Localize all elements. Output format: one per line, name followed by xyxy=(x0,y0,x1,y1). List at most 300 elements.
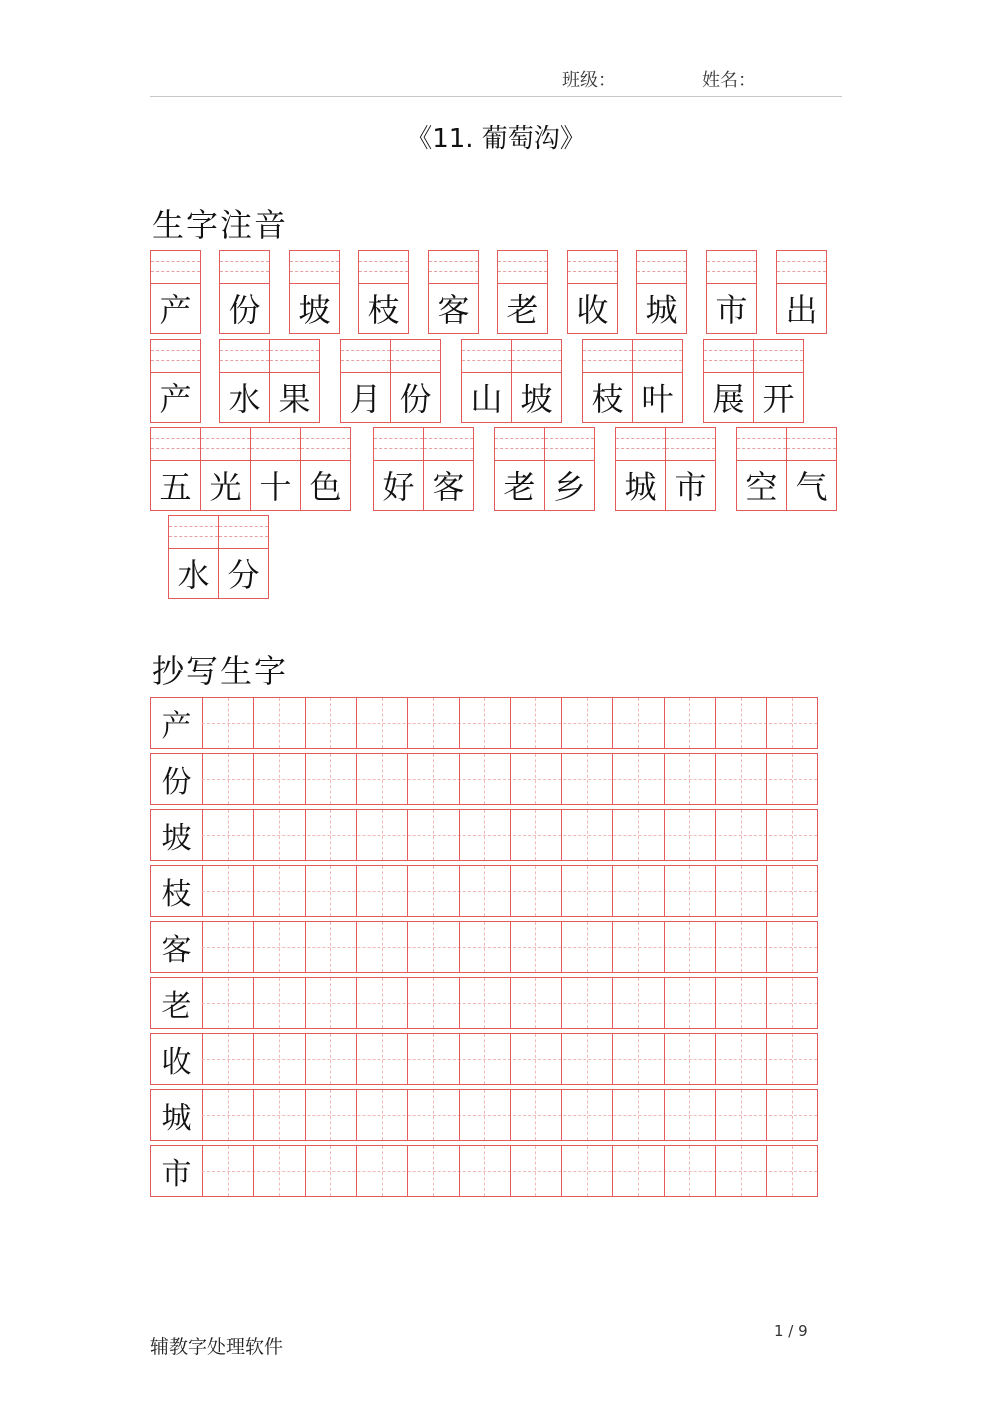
grid-guide-line xyxy=(741,866,742,916)
hanzi-char: 产 xyxy=(159,380,192,418)
grid-cell-border xyxy=(253,754,254,804)
pinyin-word-box xyxy=(706,250,757,334)
pinyin-cell xyxy=(636,250,687,334)
pinyin-cell xyxy=(219,339,270,423)
grid-guide-line xyxy=(535,1090,536,1140)
pinyin-blank[interactable] xyxy=(169,516,218,549)
pinyin-word-box xyxy=(150,427,351,511)
hanzi-char: 份 xyxy=(399,380,432,418)
copy-model-char: 客 xyxy=(151,922,203,972)
pinyin-blank[interactable] xyxy=(374,428,423,461)
grid-cell-border xyxy=(253,1090,254,1140)
hanzi-char: 枝 xyxy=(591,380,624,418)
pinyin-blank[interactable] xyxy=(754,340,803,373)
grid-cell-border xyxy=(407,810,408,860)
grid-guide-line xyxy=(279,978,280,1028)
grid-cell-border xyxy=(356,754,357,804)
grid-guide-line xyxy=(792,922,793,972)
hanzi-char: 老 xyxy=(503,468,536,506)
grid-guide-line xyxy=(535,810,536,860)
grid-cell-border xyxy=(510,978,511,1028)
grid-cell-border xyxy=(407,1034,408,1084)
grid-cell-border xyxy=(664,698,665,748)
hanzi-char: 色 xyxy=(309,468,342,506)
hanzi-char: 乡 xyxy=(553,468,586,506)
grid-cell-border xyxy=(305,1146,306,1196)
hanzi-char: 水 xyxy=(228,380,261,418)
pinyin-blank[interactable] xyxy=(251,428,300,461)
pinyin-cell xyxy=(497,250,548,334)
grid-cell-border xyxy=(612,1090,613,1140)
pinyin-blank[interactable] xyxy=(220,251,269,284)
pinyin-blank[interactable] xyxy=(704,340,753,373)
grid-cell-border xyxy=(612,978,613,1028)
pinyin-cell xyxy=(544,427,595,511)
grid-guide-line xyxy=(638,866,639,916)
grid-cell-border xyxy=(766,1090,767,1140)
grid-guide-line xyxy=(382,754,383,804)
grid-guide-line xyxy=(382,810,383,860)
grid-guide-line xyxy=(382,922,383,972)
hanzi-char: 空 xyxy=(745,468,778,506)
pinyin-blank[interactable] xyxy=(270,340,319,373)
pinyin-blank[interactable] xyxy=(301,428,350,461)
pinyin-blank[interactable] xyxy=(583,340,632,373)
grid-cell-border xyxy=(664,866,665,916)
grid-cell-border xyxy=(253,978,254,1028)
pinyin-blank[interactable] xyxy=(498,251,547,284)
pinyin-cell xyxy=(511,339,562,423)
hanzi-char: 收 xyxy=(576,291,609,329)
grid-cell-border xyxy=(664,754,665,804)
pinyin-cell xyxy=(200,427,251,511)
grid-cell-border xyxy=(561,978,562,1028)
pinyin-cell xyxy=(776,250,827,334)
grid-cell-border xyxy=(715,866,716,916)
hanzi-char: 好 xyxy=(382,468,415,506)
grid-guide-line xyxy=(433,866,434,916)
grid-cell-border xyxy=(356,1146,357,1196)
grid-guide-line xyxy=(484,866,485,916)
grid-cell-border xyxy=(664,1146,665,1196)
grid-guide-line xyxy=(279,866,280,916)
grid-cell-border xyxy=(305,922,306,972)
pinyin-blank[interactable] xyxy=(616,428,665,461)
copy-row xyxy=(150,1089,818,1141)
pinyin-cell xyxy=(423,427,474,511)
pinyin-word-box xyxy=(567,250,618,334)
grid-guide-line xyxy=(330,978,331,1028)
hanzi-char: 五 xyxy=(159,468,192,506)
grid-cell-border xyxy=(407,698,408,748)
pinyin-cell xyxy=(615,427,666,511)
pinyin-blank[interactable] xyxy=(777,251,826,284)
pinyin-cell xyxy=(340,339,391,423)
hanzi-char: 市 xyxy=(674,468,707,506)
pinyin-word-box xyxy=(358,250,409,334)
grid-guide-line xyxy=(433,698,434,748)
grid-guide-line xyxy=(228,698,229,748)
section-heading-pinyin: 生字注音 xyxy=(152,206,289,244)
grid-cell-border xyxy=(766,698,767,748)
hanzi-char: 气 xyxy=(795,468,828,506)
pinyin-word-box xyxy=(168,515,269,599)
grid-guide-line xyxy=(587,978,588,1028)
grid-cell-border xyxy=(766,1146,767,1196)
grid-guide-line xyxy=(689,1034,690,1084)
pinyin-cell xyxy=(150,250,201,334)
grid-cell-border xyxy=(612,866,613,916)
grid-cell-border xyxy=(664,978,665,1028)
grid-cell-border xyxy=(715,922,716,972)
grid-guide-line xyxy=(535,866,536,916)
pinyin-blank[interactable] xyxy=(633,340,682,373)
hanzi-char: 分 xyxy=(227,556,260,594)
grid-cell-border xyxy=(253,866,254,916)
grid-guide-line xyxy=(535,754,536,804)
grid-cell-border xyxy=(407,1146,408,1196)
grid-cell-border xyxy=(715,754,716,804)
hanzi-char: 果 xyxy=(278,380,311,418)
pinyin-word-box xyxy=(703,339,804,423)
pinyin-word-box xyxy=(497,250,548,334)
grid-cell-border xyxy=(766,754,767,804)
hanzi-char: 枝 xyxy=(367,291,400,329)
grid-cell-border xyxy=(459,922,460,972)
grid-guide-line xyxy=(535,922,536,972)
grid-guide-line xyxy=(689,754,690,804)
pinyin-cell xyxy=(632,339,683,423)
grid-cell-border xyxy=(766,922,767,972)
grid-guide-line xyxy=(792,1090,793,1140)
hanzi-char: 出 xyxy=(785,291,818,329)
grid-cell-border xyxy=(459,1090,460,1140)
grid-cell-border xyxy=(561,698,562,748)
grid-cell-border xyxy=(253,922,254,972)
grid-guide-line xyxy=(689,810,690,860)
grid-cell-border xyxy=(664,810,665,860)
grid-guide-line xyxy=(638,1034,639,1084)
grid-cell-border xyxy=(766,810,767,860)
pinyin-blank[interactable] xyxy=(568,251,617,284)
grid-cell-border xyxy=(561,754,562,804)
section-heading-copy: 抄写生字 xyxy=(152,652,289,690)
grid-cell-border xyxy=(510,698,511,748)
pinyin-cell xyxy=(703,339,754,423)
grid-cell-border xyxy=(253,810,254,860)
grid-guide-line xyxy=(587,810,588,860)
hanzi-char: 展 xyxy=(712,380,745,418)
grid-guide-line xyxy=(484,754,485,804)
grid-guide-line xyxy=(741,922,742,972)
grid-guide-line xyxy=(689,978,690,1028)
pinyin-blank[interactable] xyxy=(341,340,390,373)
pinyin-blank[interactable] xyxy=(151,251,200,284)
hanzi-char: 客 xyxy=(432,468,465,506)
pinyin-blank[interactable] xyxy=(424,428,473,461)
grid-guide-line xyxy=(741,1034,742,1084)
grid-guide-line xyxy=(228,866,229,916)
grid-guide-line xyxy=(228,1034,229,1084)
grid-guide-line xyxy=(741,1146,742,1196)
grid-cell-border xyxy=(459,754,460,804)
pinyin-cell xyxy=(218,515,269,599)
pinyin-blank[interactable] xyxy=(737,428,786,461)
grid-guide-line xyxy=(433,810,434,860)
copy-row xyxy=(150,865,818,917)
grid-guide-line xyxy=(638,978,639,1028)
pinyin-blank[interactable] xyxy=(495,428,544,461)
pinyin-cell xyxy=(461,339,512,423)
grid-guide-line xyxy=(484,1090,485,1140)
copy-model-char: 坡 xyxy=(151,810,203,860)
hanzi-char: 客 xyxy=(437,291,470,329)
copy-row xyxy=(150,809,818,861)
grid-cell-border xyxy=(561,810,562,860)
grid-guide-line xyxy=(433,1146,434,1196)
grid-guide-line xyxy=(484,698,485,748)
pinyin-cell xyxy=(150,427,201,511)
hanzi-char: 份 xyxy=(228,291,261,329)
grid-guide-line xyxy=(535,978,536,1028)
grid-cell-border xyxy=(356,866,357,916)
grid-cell-border xyxy=(510,1146,511,1196)
grid-guide-line xyxy=(638,1090,639,1140)
grid-cell-border xyxy=(305,866,306,916)
grid-cell-border xyxy=(407,1090,408,1140)
hanzi-char: 月 xyxy=(349,380,382,418)
grid-guide-line xyxy=(330,754,331,804)
page-title: 《11. 葡萄沟》 xyxy=(406,124,586,154)
grid-guide-line xyxy=(279,922,280,972)
copy-model-char: 枝 xyxy=(151,866,203,916)
name-label: 姓名： xyxy=(702,70,756,91)
hanzi-char: 光 xyxy=(209,468,242,506)
grid-cell-border xyxy=(510,1090,511,1140)
grid-cell-border xyxy=(510,810,511,860)
grid-cell-border xyxy=(561,866,562,916)
hanzi-char: 坡 xyxy=(298,291,331,329)
grid-guide-line xyxy=(638,810,639,860)
pinyin-word-box xyxy=(219,250,270,334)
pinyin-cell xyxy=(219,250,270,334)
grid-guide-line xyxy=(330,922,331,972)
class-label: 班级： xyxy=(562,70,616,91)
pinyin-blank[interactable] xyxy=(391,340,440,373)
pinyin-blank[interactable] xyxy=(512,340,561,373)
pinyin-blank[interactable] xyxy=(219,516,268,549)
copy-model-char: 市 xyxy=(151,1146,203,1196)
grid-guide-line xyxy=(228,754,229,804)
grid-cell-border xyxy=(459,698,460,748)
pinyin-cell xyxy=(373,427,424,511)
grid-cell-border xyxy=(766,978,767,1028)
grid-guide-line xyxy=(433,922,434,972)
pinyin-word-box xyxy=(461,339,562,423)
grid-guide-line xyxy=(330,810,331,860)
pinyin-cell xyxy=(300,427,351,511)
grid-guide-line xyxy=(792,978,793,1028)
pinyin-word-box xyxy=(373,427,474,511)
pinyin-blank[interactable] xyxy=(220,340,269,373)
grid-cell-border xyxy=(715,1146,716,1196)
grid-guide-line xyxy=(689,866,690,916)
pinyin-blank[interactable] xyxy=(707,251,756,284)
grid-guide-line xyxy=(689,698,690,748)
grid-guide-line xyxy=(382,1090,383,1140)
grid-guide-line xyxy=(382,698,383,748)
copy-row xyxy=(150,753,818,805)
pinyin-cell xyxy=(250,427,301,511)
grid-guide-line xyxy=(587,922,588,972)
pinyin-blank[interactable] xyxy=(151,428,200,461)
grid-guide-line xyxy=(535,698,536,748)
grid-guide-line xyxy=(792,1034,793,1084)
grid-guide-line xyxy=(433,754,434,804)
grid-guide-line xyxy=(587,698,588,748)
pinyin-word-box xyxy=(736,427,837,511)
pinyin-blank[interactable] xyxy=(787,428,836,461)
grid-cell-border xyxy=(407,754,408,804)
hanzi-char: 城 xyxy=(645,291,678,329)
grid-cell-border xyxy=(305,754,306,804)
hanzi-char: 产 xyxy=(159,291,192,329)
pinyin-cell xyxy=(390,339,441,423)
pinyin-cell xyxy=(786,427,837,511)
pinyin-cell xyxy=(428,250,479,334)
grid-guide-line xyxy=(792,1146,793,1196)
pinyin-word-box xyxy=(289,250,340,334)
grid-guide-line xyxy=(228,1090,229,1140)
grid-cell-border xyxy=(612,1034,613,1084)
grid-cell-border xyxy=(305,1034,306,1084)
grid-cell-border xyxy=(356,1034,357,1084)
grid-cell-border xyxy=(510,866,511,916)
grid-cell-border xyxy=(459,978,460,1028)
pinyin-word-box xyxy=(776,250,827,334)
grid-guide-line xyxy=(382,1146,383,1196)
copy-row xyxy=(150,977,818,1029)
grid-guide-line xyxy=(638,698,639,748)
copy-row xyxy=(150,1033,818,1085)
grid-guide-line xyxy=(741,978,742,1028)
hanzi-char: 水 xyxy=(177,556,210,594)
pinyin-cell xyxy=(567,250,618,334)
grid-guide-line xyxy=(228,922,229,972)
hanzi-char: 山 xyxy=(470,380,503,418)
grid-cell-border xyxy=(459,1034,460,1084)
pinyin-blank[interactable] xyxy=(462,340,511,373)
pinyin-blank[interactable] xyxy=(545,428,594,461)
copy-model-char: 产 xyxy=(151,698,203,748)
grid-guide-line xyxy=(638,1146,639,1196)
pinyin-cell xyxy=(582,339,633,423)
grid-cell-border xyxy=(715,698,716,748)
grid-cell-border xyxy=(356,922,357,972)
copy-row xyxy=(150,921,818,973)
grid-guide-line xyxy=(792,810,793,860)
pinyin-cell xyxy=(289,250,340,334)
grid-cell-border xyxy=(612,698,613,748)
grid-guide-line xyxy=(587,1034,588,1084)
grid-cell-border xyxy=(612,922,613,972)
copy-row xyxy=(150,1145,818,1197)
pinyin-cell xyxy=(358,250,409,334)
grid-cell-border xyxy=(305,698,306,748)
grid-cell-border xyxy=(510,754,511,804)
grid-cell-border xyxy=(715,1090,716,1140)
grid-guide-line xyxy=(741,698,742,748)
pinyin-blank[interactable] xyxy=(429,251,478,284)
grid-guide-line xyxy=(279,810,280,860)
pinyin-blank[interactable] xyxy=(201,428,250,461)
grid-cell-border xyxy=(510,1034,511,1084)
pinyin-cell xyxy=(753,339,804,423)
pinyin-blank[interactable] xyxy=(666,428,715,461)
grid-guide-line xyxy=(741,810,742,860)
grid-guide-line xyxy=(484,922,485,972)
pinyin-cell xyxy=(150,339,201,423)
grid-cell-border xyxy=(407,922,408,972)
grid-guide-line xyxy=(382,866,383,916)
grid-guide-line xyxy=(433,1090,434,1140)
grid-guide-line xyxy=(279,698,280,748)
pinyin-blank[interactable] xyxy=(359,251,408,284)
pinyin-cell xyxy=(168,515,219,599)
grid-guide-line xyxy=(433,1034,434,1084)
pinyin-cell xyxy=(269,339,320,423)
grid-guide-line xyxy=(228,810,229,860)
grid-guide-line xyxy=(330,698,331,748)
grid-cell-border xyxy=(715,810,716,860)
pinyin-word-box xyxy=(150,250,201,334)
grid-guide-line xyxy=(330,1090,331,1140)
grid-cell-border xyxy=(356,698,357,748)
grid-cell-border xyxy=(664,1090,665,1140)
pinyin-word-box xyxy=(150,339,201,423)
grid-guide-line xyxy=(484,1146,485,1196)
pinyin-blank[interactable] xyxy=(637,251,686,284)
grid-cell-border xyxy=(612,754,613,804)
copy-model-char: 城 xyxy=(151,1090,203,1140)
pinyin-blank[interactable] xyxy=(290,251,339,284)
pinyin-cell xyxy=(706,250,757,334)
hanzi-char: 开 xyxy=(762,380,795,418)
grid-cell-border xyxy=(766,866,767,916)
grid-cell-border xyxy=(459,1146,460,1196)
grid-guide-line xyxy=(484,810,485,860)
grid-guide-line xyxy=(792,698,793,748)
grid-cell-border xyxy=(510,922,511,972)
pinyin-word-box xyxy=(340,339,441,423)
grid-guide-line xyxy=(330,1146,331,1196)
grid-cell-border xyxy=(253,1034,254,1084)
grid-cell-border xyxy=(356,810,357,860)
grid-cell-border xyxy=(459,810,460,860)
grid-cell-border xyxy=(305,978,306,1028)
grid-guide-line xyxy=(638,754,639,804)
pinyin-word-box xyxy=(219,339,320,423)
pinyin-word-box xyxy=(428,250,479,334)
header-divider xyxy=(150,96,842,97)
copy-model-char: 老 xyxy=(151,978,203,1028)
pinyin-blank[interactable] xyxy=(151,340,200,373)
grid-cell-border xyxy=(407,978,408,1028)
grid-cell-border xyxy=(561,1034,562,1084)
pinyin-word-box xyxy=(636,250,687,334)
pinyin-word-box xyxy=(615,427,716,511)
grid-cell-border xyxy=(561,922,562,972)
